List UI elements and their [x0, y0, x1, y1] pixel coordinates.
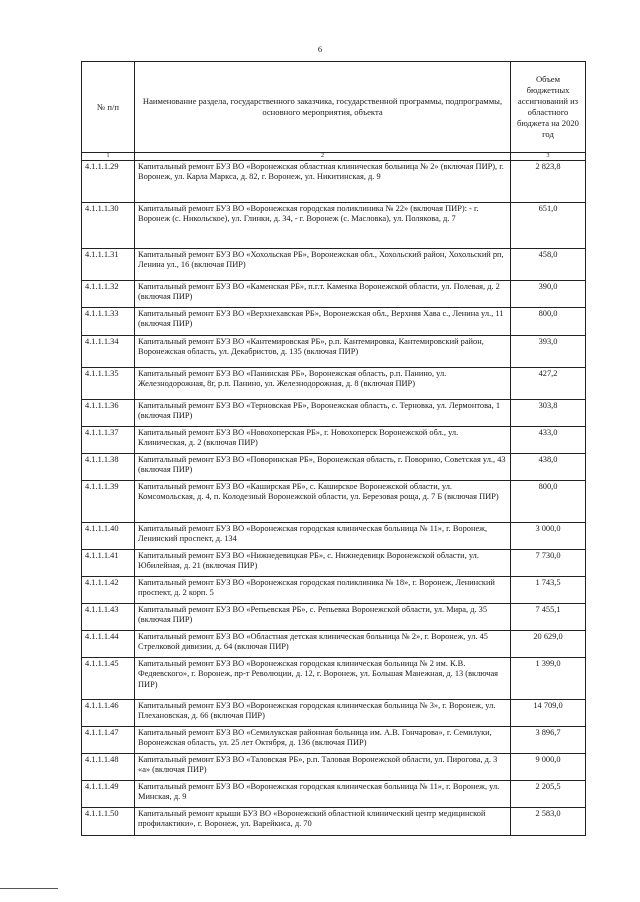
table-row: [82, 550, 586, 577]
table-row: [82, 281, 586, 308]
row-budget-value: 1 399,0: [511, 658, 586, 700]
row-name: Капитальный ремонт БУЗ ВО «Поворинская РБ», Воронежская область, г. Поворино, Советская ул., 43 (включая ПИР): [135, 454, 511, 481]
row-name: Капитальный ремонт БУЗ ВО «Каменская РБ», п.г.т. Каменка Воронежской области, ул. Полевая, д. 2 (включая ПИР): [135, 281, 511, 308]
row-number: 4.1.1.1.33: [82, 308, 135, 336]
table-row: [82, 308, 586, 336]
row-number: 4.1.1.1.29: [82, 161, 135, 203]
row-budget-value: 651,0: [511, 203, 586, 249]
row-name: Капитальный ремонт БУЗ ВО «Воронежская областная клиническая больница № 2» (включая ПИР), г. Воронеж, ул. Карла Маркса, д. 82, г. Воронеж, ул. Никитинская, д. 9: [135, 161, 511, 203]
table-row: [82, 808, 586, 836]
table-row: [82, 631, 586, 658]
column-index-row: [82, 153, 586, 161]
row-number: 4.1.1.1.47: [82, 727, 135, 754]
row-number: 4.1.1.1.49: [82, 781, 135, 808]
row-budget-value: 7 730,0: [511, 550, 586, 577]
table-row: [82, 523, 586, 550]
row-name: Капитальный ремонт БУЗ ВО «Панинская РБ», Воронежская область, р.п. Панино, ул. Железнодорожная, 8г, р.п. Панино, ул. Железнодорожная, д. 8 (включая ПИР): [135, 368, 511, 400]
row-name: Капитальный ремонт БУЗ ВО «Воронежская городская клиническая больница № 2 им. К.В. Федяевского», г. Воронеж, пр-т Революции, д. 12, г. Воронеж, ул. Большая Манежная, д. 13 (включая ПИР): [135, 658, 511, 700]
row-budget-value: 393,0: [511, 336, 586, 368]
row-budget-value: 2 205,5: [511, 781, 586, 808]
table-row: [82, 454, 586, 481]
row-number: 4.1.1.1.31: [82, 249, 135, 281]
budget-table: [81, 61, 586, 836]
row-name: Капитальный ремонт БУЗ ВО «Воронежская городская поликлиника № 22» (включая ПИР): - г. Воронеж (с. Никольское), ул. Глинки, д. 34, - г. Воронеж (с. Масловка), ул. Полякова, д. 7: [135, 203, 511, 249]
table-header-row: [82, 62, 586, 153]
row-name: Капитальный ремонт БУЗ ВО «Каширская РБ», с. Каширское Воронежской области, ул. Комсомольская, д. 4, п. Колодезный Воронежской области, ул. Березовая роща, д. 7 Б (включая ПИР): [135, 481, 511, 523]
header-number: № п/п: [82, 62, 135, 153]
row-number: 4.1.1.1.48: [82, 754, 135, 781]
row-budget-value: 390,0: [511, 281, 586, 308]
row-name: Капитальный ремонт БУЗ ВО «Верхнехавская РБ», Воронежская обл., Верхняя Хава с., Ленина ул., 11 (включая ПИР): [135, 308, 511, 336]
row-name: Капитальный ремонт БУЗ ВО «Таловская РБ», р.п. Таловая Воронежской области, ул. Пирогова, д. 3 «а» (включая ПИР): [135, 754, 511, 781]
table-row: [82, 203, 586, 249]
row-budget-value: 458,0: [511, 249, 586, 281]
row-budget-value: 303,8: [511, 400, 586, 427]
row-name: Капитальный ремонт БУЗ ВО «Кантемировская РБ», р.п. Кантемировка, Кантемировский район, Воронежская область, ул. Декабристов, д. 135 (включая ПИР): [135, 336, 511, 368]
row-number: 4.1.1.1.34: [82, 336, 135, 368]
row-number: 4.1.1.1.40: [82, 523, 135, 550]
row-name: Капитальный ремонт БУЗ ВО «Воронежская городская клиническая больница № 3», г. Воронеж, ул. Плехановская, д. 66 (включая ПИР): [135, 700, 511, 727]
row-name: Капитальный ремонт БУЗ ВО «Семилукская районная больница им. А.В. Гончарова», г. Семилуки, Воронежская область, ул. 25 лет Октября, д. 136 (включая ПИР): [135, 727, 511, 754]
row-budget-value: 3 000,0: [511, 523, 586, 550]
table-row: [82, 249, 586, 281]
row-name: Капитальный ремонт БУЗ ВО «Репьевская РБ», с. Репьевка Воронежской области, ул. Мира, д. 35 (включая ПИР): [135, 604, 511, 631]
row-number: 4.1.1.1.35: [82, 368, 135, 400]
table-row: [82, 368, 586, 400]
row-number: 4.1.1.1.50: [82, 808, 135, 836]
row-budget-value: 433,0: [511, 427, 586, 454]
row-budget-value: 7 455,1: [511, 604, 586, 631]
row-budget-value: 2 823,8: [511, 161, 586, 203]
row-name: Капитальный ремонт БУЗ ВО «Областная детская клиническая больница № 2», г. Воронеж, ул. 45 Стрелковой дивизии, д. 64 (включая ПИР): [135, 631, 511, 658]
column-index: 2: [135, 153, 511, 161]
row-budget-value: 14 709,0: [511, 700, 586, 727]
table-row: [82, 754, 586, 781]
row-number: 4.1.1.1.39: [82, 481, 135, 523]
table-row: [82, 481, 586, 523]
row-name: Капитальный ремонт БУЗ ВО «Воронежская городская клиническая больница № 11», г. Воронеж, Ленинский проспект, д. 134: [135, 523, 511, 550]
column-index: 3: [511, 153, 586, 161]
row-number: 4.1.1.1.38: [82, 454, 135, 481]
row-budget-value: 2 583,0: [511, 808, 586, 836]
row-number: 4.1.1.1.30: [82, 203, 135, 249]
row-name: Капитальный ремонт БУЗ ВО «Воронежская городская клиническая больница № 11», г. Воронеж, ул. Минская, д. 9: [135, 781, 511, 808]
row-name: Капитальный ремонт БУЗ ВО «Нижнедевицкая РБ», с. Нижнедевицк Воронежской области, ул. Юбилейная, д. 21 (включая ПИР): [135, 550, 511, 577]
page-number: 6: [317, 44, 323, 54]
table-row: [82, 577, 586, 604]
row-budget-value: 438,0: [511, 454, 586, 481]
row-budget-value: 800,0: [511, 481, 586, 523]
table-row: [82, 336, 586, 368]
row-budget-value: 800,0: [511, 308, 586, 336]
table-row: [82, 658, 586, 700]
row-number: 4.1.1.1.43: [82, 604, 135, 631]
row-name: Капитальный ремонт БУЗ ВО «Новохоперская РБ», г. Новохоперск Воронежской обл., ул. Клиническая, д. 2 (включая ПИР): [135, 427, 511, 454]
row-number: 4.1.1.1.46: [82, 700, 135, 727]
row-number: 4.1.1.1.37: [82, 427, 135, 454]
row-name: Капитальный ремонт БУЗ ВО «Хохольская РБ», Воронежская обл., Хохольский район, Хохольский рп, Ленина ул., 16 (включая ПИР): [135, 249, 511, 281]
row-name: Капитальный ремонт крыши БУЗ ВО «Воронежский областной клинический центр медицинской профилактики», г. Воронеж, ул. Варейкиса, д. 70: [135, 808, 511, 836]
row-budget-value: 1 743,5: [511, 577, 586, 604]
table-row: [82, 727, 586, 754]
row-number: 4.1.1.1.36: [82, 400, 135, 427]
table-row: [82, 700, 586, 727]
row-number: 4.1.1.1.42: [82, 577, 135, 604]
table-row: [82, 400, 586, 427]
table-row: [82, 604, 586, 631]
column-index: 1: [82, 153, 135, 161]
header-budget: Объем бюджетных ассигнований из областного бюджета на 2020 год: [511, 62, 586, 153]
row-budget-value: 427,2: [511, 368, 586, 400]
row-budget-value: 20 629,0: [511, 631, 586, 658]
table-row: [82, 427, 586, 454]
table-row: [82, 161, 586, 203]
row-number: 4.1.1.1.32: [82, 281, 135, 308]
row-budget-value: 3 896,7: [511, 727, 586, 754]
header-name: Наименование раздела, государственного заказчика, государственной программы, подпрограммы, основного мероприятия, объекта: [135, 62, 511, 153]
row-number: 4.1.1.1.45: [82, 658, 135, 700]
row-name: Капитальный ремонт БУЗ ВО «Терновская РБ», Воронежская область, с. Терновка, ул. Лермонтова, 1 (включая ПИР): [135, 400, 511, 427]
table-row: [82, 781, 586, 808]
row-budget-value: 9 000,0: [511, 754, 586, 781]
footnote-separator: [0, 888, 58, 889]
row-name: Капитальный ремонт БУЗ ВО «Воронежская городская поликлиника № 18», г. Воронеж, Ленинский проспект, д. 2 корп. 5: [135, 577, 511, 604]
row-number: 4.1.1.1.41: [82, 550, 135, 577]
row-number: 4.1.1.1.44: [82, 631, 135, 658]
